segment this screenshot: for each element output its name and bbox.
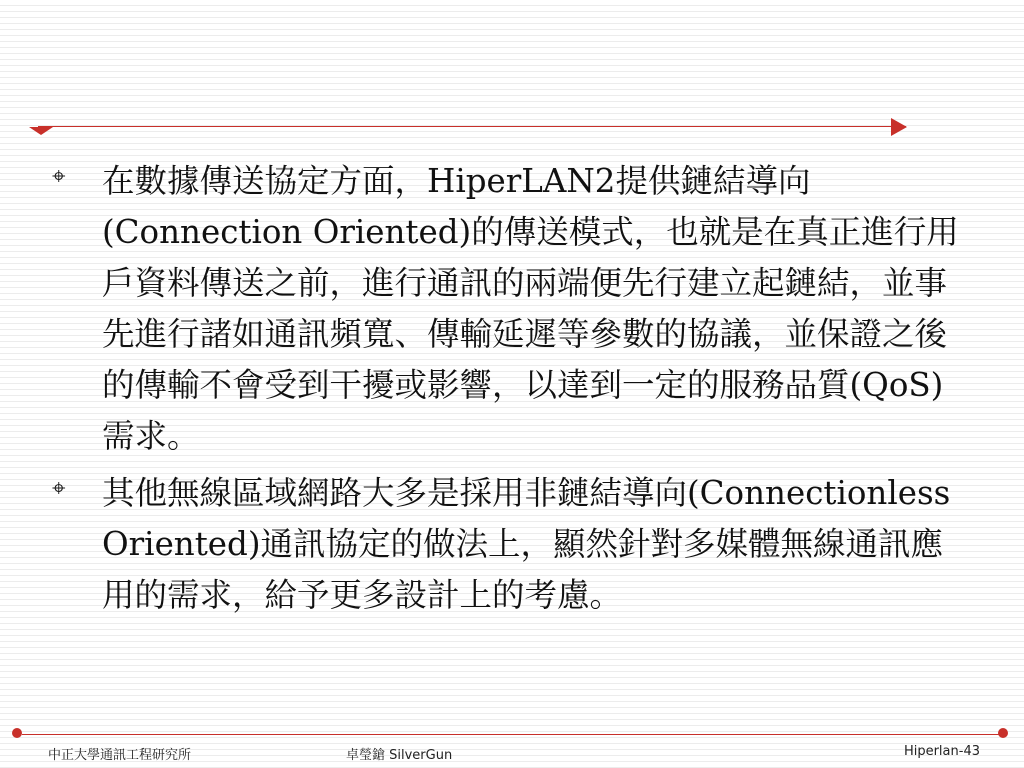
footer-institution: 中正大學通訊工程研究所	[48, 748, 192, 763]
bullet-icon: ⌖	[52, 474, 66, 502]
footer-right-dot	[998, 728, 1008, 738]
header-right-arrow-icon	[891, 118, 907, 136]
bullet-text: 其他無線區域網路大多是採用非鏈結導向(Connectionless Oriented)通訊協定的做法上，顯然針對多媒體無線通訊應用的需求，給予更多設計上的考慮。	[102, 474, 951, 614]
header-rule	[38, 126, 906, 127]
slide-body	[52, 156, 972, 627]
footer-rule	[22, 734, 1002, 735]
bullet-text: 在數據傳送協定方面，HiperLAN2提供鏈結導向(Connection Oriented)的傳送模式，也就是在真正進行用戶資料傳送之前，進行通訊的兩端便先行建立起鏈結，並事先進行諸如通訊頻寬、傳輸延遲等參數的協議，並保證之後的傳輸不會受到干擾或影響，以達到一定的服務品質(QoS)需求。	[102, 162, 959, 455]
footer-slide-number: Hiperlan-43	[903, 744, 980, 759]
footer-left-dot	[12, 728, 22, 738]
bullet-item	[52, 468, 972, 621]
footer-author: 卓瑩鎗 SilverGun	[346, 748, 453, 763]
bullet-icon: ⌖	[52, 162, 66, 190]
header-left-triangle	[29, 127, 53, 135]
bullet-item	[52, 156, 972, 462]
